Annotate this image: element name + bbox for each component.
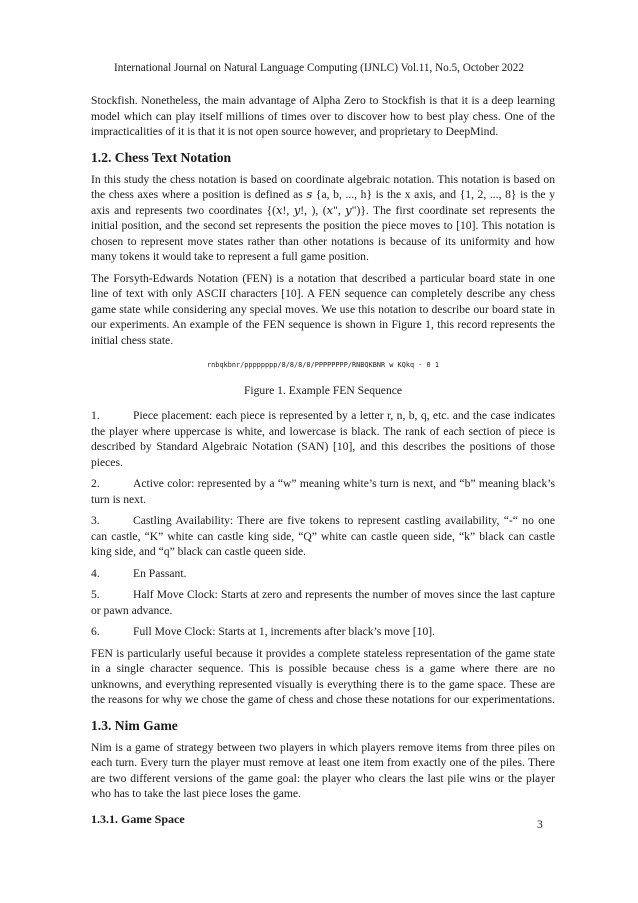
list-item (91, 408, 555, 470)
list-item-number: 5. (91, 588, 100, 601)
list-item-text: En Passant. (133, 566, 187, 580)
figure-caption: Figure 1. Example FEN Sequence (243, 383, 403, 397)
intro-paragraph: Stockfish. Nonetheless, the main advantage of Alpha Zero to Stockfish is that it is a deep learning model which can play itself millions of times over to discover how to best play chess. One of the impracticalities of it is that it is not open source however, and proprietary to DeepMind. (91, 94, 555, 138)
page-content (91, 93, 555, 827)
list-item-number: 2. (91, 477, 100, 490)
list-item-text: Castling Availability: There are five tokens to represent castling availability, “-“ no one can castle, “K” white can castle king side, “Q” white can castle queen side, “k” black can castle king side, and “q” black can castle queen side. (91, 514, 555, 558)
list-item-text: Full Move Clock: Starts at 1, increments after black’s move [10]. (133, 625, 436, 638)
nim-game-paragraph: Nim is a game of strategy between two players in which players remove items from three piles on each turn. Every turn the player must remove at least one item from exactly one of the piles. There are two different versions of the game goal: the player who clears the last pile wins or the player who has to take the last piece loses the game. (91, 740, 555, 800)
list-item (91, 624, 555, 640)
list-item-text: Active color: represented by a “w” meaning white’s turn is next, and “b” meaning black’s turn is next. (91, 477, 555, 506)
fen-usefulness-paragraph: FEN is particularly useful because it provides a complete stateless representation of the game state in a single character sequence. This is possible because chess is a game where there are no unknowns, and everything represented visually is everything there is to the game space. These are the reasons for why we chose the game of chess and chose these notations for our experimentations. (91, 646, 555, 706)
list-item (91, 587, 555, 618)
list-item (91, 476, 555, 507)
list-item-number: 3. (91, 514, 100, 527)
list-item-text: Piece placement: each piece is represented by a letter r, n, b, q, etc. and the case indicates the player where uppercase is white, and lowercase is black. The rank of each section of piece is described by Standard Algebraic Notation (SAN) [10], and this describes the positions of those pieces. (91, 409, 555, 469)
fen-description-paragraph: The Forsyth-Edwards Notation (FEN) is a notation that described a particular board state in one line of text with only ASCII characters [10]. A FEN sequence can completely describe any chess game state while considering any special moves. We use this notation to describe our board state in our experiments. An example of the FEN sequence is shown in Figure 1, this record represents the initial chess state. (91, 271, 555, 347)
page-number: 3 (537, 818, 543, 831)
chess-notation-paragraph-1: In this study the chess notation is based on coordinate algebraic notation. This notation is based on the chess axes where a position is defined as 𝑠 {a, b, ..., h} is the x axis, and {1, 2, ..., 8} is the y axis and represents two coordinates {(𝑥!, 𝑦!, ), (𝑥", 𝑦")}. The first coordinate set represents the initial position, and the second set represents the position the piece moves to [10]. This notation is chosen to represent move states rather than other notations is because of its uniformity and how many tokens it would take to represent a full game position. (91, 172, 555, 263)
journal-header: International Journal on Natural Language Computing (IJNLC) Vol.11, No.5, October 2022 (114, 62, 524, 74)
list-item (91, 513, 555, 560)
list-item-text: Half Move Clock: Starts at zero and represents the number of moves since the last capture or pawn advance. (91, 588, 555, 617)
section-heading-nim-game: 1.3. Nim Game (91, 717, 178, 733)
fen-example-figure: rnbqkbnr/pppppppp/8/8/8/8/PPPPPPPP/RNBQKBNR w KQkq - 0 1 (207, 361, 439, 369)
list-item (91, 566, 555, 582)
subsection-heading-game-space: 1.3.1. Game Space (91, 811, 185, 826)
list-item-number: 4. (91, 566, 100, 580)
list-item-number: 1. (91, 409, 100, 422)
list-item-number: 6. (91, 625, 100, 638)
section-heading-chess-notation: 1.2. Chess Text Notation (91, 149, 232, 165)
